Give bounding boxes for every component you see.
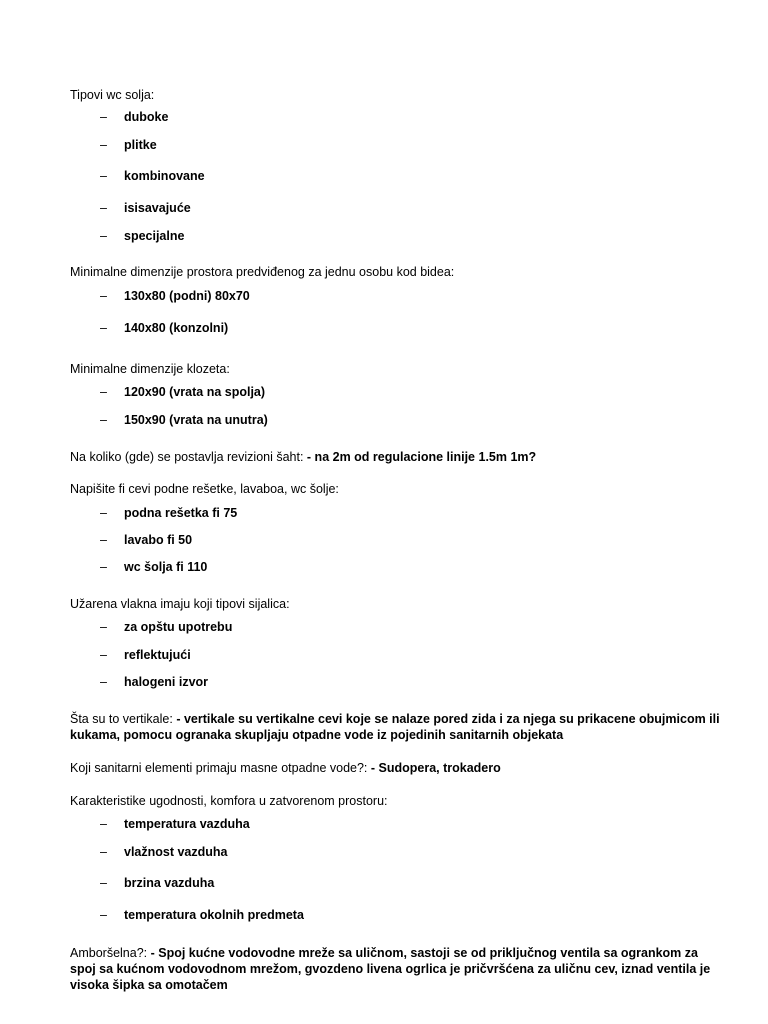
list-item: – 120x90 (vrata na spolja) (100, 385, 266, 399)
bullet-dash: – (100, 533, 107, 547)
list-item: – plitke (100, 138, 157, 152)
question-comfort-characteristics: Karakteristike ugodnosti, komfora u zatvorenom prostoru: (70, 794, 388, 808)
bullet-dash: – (100, 620, 107, 634)
question-inspection-shaft: Na koliko (gde) se postavlja revizioni šaht: - na 2m od regulacione linije 1.5m 1m? (70, 450, 537, 464)
list-item: – lavabo fi 50 (100, 533, 193, 547)
question-toilet-dimensions: Minimalne dimenzije klozeta: (70, 362, 230, 376)
bullet-dash: – (100, 560, 107, 574)
bullet-dash: – (100, 169, 107, 183)
list-item: – reflektujući (100, 648, 191, 662)
bullet-dash: – (100, 321, 107, 335)
list-item: – isisavajuće (100, 201, 191, 215)
bullet-dash: – (100, 413, 107, 427)
bullet-dash: – (100, 229, 107, 243)
bullet-dash: – (100, 817, 107, 831)
question-grease-waste: Koji sanitarni elementi primaju masne otpadne vode?: - Sudopera, trokadero (70, 761, 501, 775)
list-item: – temperatura vazduha (100, 817, 250, 831)
bullet-dash: – (100, 201, 107, 215)
list-item: – vlažnost vazduha (100, 845, 228, 859)
bullet-dash: – (100, 506, 107, 520)
list-item: – specijalne (100, 229, 185, 243)
list-item: – wc šolja fi 110 (100, 560, 208, 574)
question-wc-types: Tipovi wc solja: (70, 88, 155, 102)
list-item: – halogeni izvor (100, 675, 209, 689)
question-filament-bulbs: Užarena vlakna imaju koji tipovi sijalica: (70, 597, 290, 611)
list-item: – kombinovane (100, 169, 205, 183)
list-item: – temperatura okolnih predmeta (100, 908, 304, 922)
list-item: – brzina vazduha (100, 876, 215, 890)
bullet-dash: – (100, 675, 107, 689)
list-item: – 150x90 (vrata na unutra) (100, 413, 268, 427)
bullet-dash: – (100, 876, 107, 890)
bullet-dash: – (100, 138, 107, 152)
question-ambor-connection: Amboršelna?: - Spoj kućne vodovodne mreže sa uličnom, sastoji se od priključnog ventila sa ogrankom za spoj sa kućnom vodovodnom mrežom, gvozdeno livena ogrlica je pričvršćena za uličnu cev, iznad ventila je visoka šipka sa omotačem (70, 946, 711, 992)
question-verticals: Šta su to vertikale: - vertikale su vertikalne cevi koje se nalaze pored zida i za njega su prikacene obujmicom ili kukama, pomocu ogranaka skupljaju otpadne vode iz pojedinih sanitarnih objekata (70, 712, 720, 742)
bullet-dash: – (100, 845, 107, 859)
bullet-dash: – (100, 648, 107, 662)
list-item: – 140x80 (konzolni) (100, 321, 229, 335)
bullet-dash: – (100, 110, 107, 124)
list-item: – podna rešetka fi 75 (100, 506, 238, 520)
question-pipe-diameters: Napišite fi cevi podne rešetke, lavaboa, wc šolje: (70, 482, 339, 496)
list-item: – 130x80 (podni) 80x70 (100, 289, 250, 303)
question-bidet-dimensions: Minimalne dimenzije prostora predviđenog za jednu osobu kod bidea: (70, 265, 455, 279)
list-item: – za opštu upotrebu (100, 620, 233, 634)
bullet-dash: – (100, 385, 107, 399)
bullet-dash: – (100, 289, 107, 303)
list-item: – duboke (100, 110, 169, 124)
bullet-dash: – (100, 908, 107, 922)
